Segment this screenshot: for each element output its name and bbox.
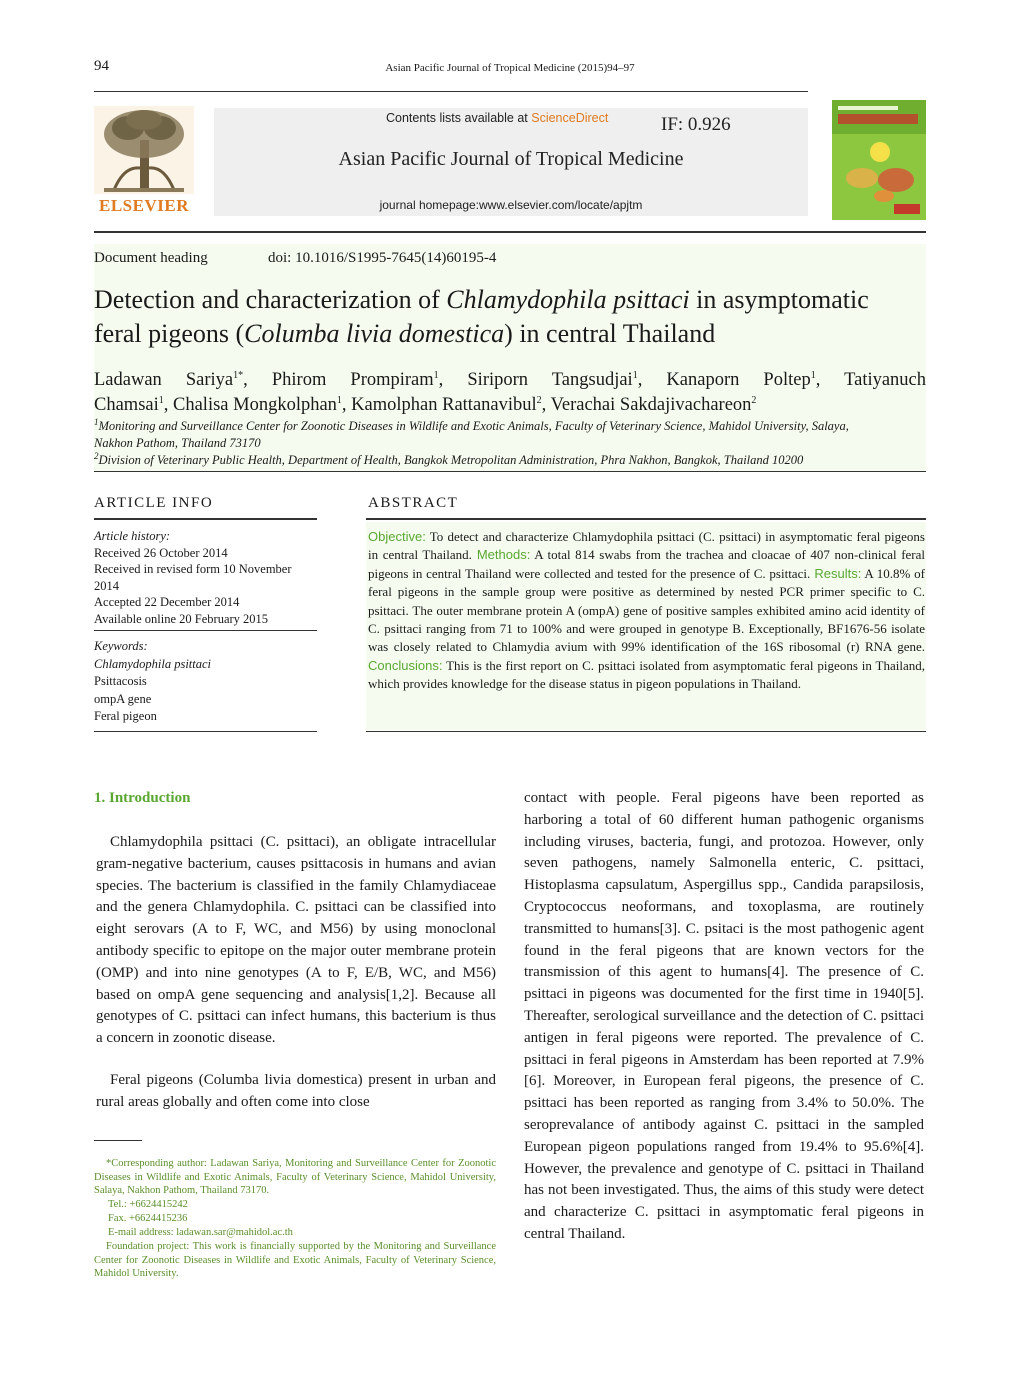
title-text: Detection and characterization of [94,285,447,314]
article-history [94,528,317,627]
elsevier-logo[interactable] [94,106,194,216]
band-rule [94,471,926,472]
title-text: in asymptomatic [689,285,869,314]
title-text: feral pigeons ( [94,319,245,348]
conclusions-label: Conclusions: [368,657,443,673]
info-bottom-rule [94,731,317,732]
keywords-rule [94,630,317,631]
corresponding-author-note: *Corresponding author: Ladawan Sariya, Monitoring and Surveillance Center for Zoonotic Diseases in Wildlife and Exotic Animals, Faculty of Veterinary Science, Mahidol University, Salaya, Nakhon Pathom, Thailand 73170. [94,1158,496,1197]
intro-paragraph-3: contact with people. Feral pigeons have been reported as harboring a total of 60 different human pathogenic organisms including viruses, bacteria, fungi, and protozoa. However, only seven pathogens, namely Salmonella enteric, C. psittaci, Histoplasma capsulatum, Aspergillus spp., Candida parapsilosis, Cryptococcus neoformans, and toxoplasma, are routinely transmitted to humans[3]. C. psitaci is the most pathogenic agent found in the feral pigeons that are known vectors for the transmission of this agent to humans[4]. The presence of C. psittaci in pigeons was documented for the first time in 1940[5]. Thereafter, serological surveillance and the detection of C. psittaci antigen in feral pigeons were reported. The prevalence of C. psittaci in feral pigeons in Amsterdam has been reported at 7.9%[6]. Moreover, in European feral pigeons, the presence of C. psittaci has been reported as ranging from 3.4% to 50.0%. The seroprevalance of antibody against C. psittaci in the sampled European pigeon populations ranged from 19.4% to 95.6%[4]. However, the prevalence and genotype of C. psittaci in Thailand has not been investigated. Thus, the aims of this study were detect and characterize C. psittaci in asymptomatic feral pigeons in central Thailand. [524,790,924,1242]
journal-homepage-link[interactable]: journal homepage:www.elsevier.com/locate/apjtm [379,198,643,212]
title-text: ) in central Thailand [504,319,716,348]
keyword-item: Psittacosis [94,674,147,688]
author-name: Chamsai$^1$, [94,395,169,416]
author-name: Verachai Sakdajivachareon$^2$ [550,395,757,416]
affiliation-2: $^2$Division of Veterinary Public Health, Department of Health, Bangkok Metropolitan Administration, Phra Nakhon, Bangkok, Thailand 10200 [94,451,804,468]
fax: Fax. +6624415236 [108,1213,188,1224]
title-species: Columba livia domestica [244,319,505,348]
telephone: Tel.: +6624415242 [108,1199,188,1210]
document-heading: Document heading [94,250,208,266]
article-info-rule [94,518,317,520]
author-name: Siriporn Tangsudjai$^1$, [467,370,643,391]
journal-masthead [214,108,808,216]
objective-label: Objective: [368,529,426,544]
keyword-item: Feral pigeon [94,709,157,723]
contents-prefix: Contents lists available at [386,111,528,125]
author-name: Ladawan Sariya$^{1*}$, [94,370,248,391]
journal-cover-image[interactable] [832,100,926,220]
abstract-bottom-rule [366,731,926,732]
keywords-label: Keywords: [94,639,148,653]
intro-heading: 1. Introduction [94,790,191,806]
methods-label: Methods: [471,547,531,563]
methods-text: A total 814 swabs from the trachea and cloacae of 407 non-clinical feral pigeons in central Thailand were collected and tested for the presence of C. psittaci. [368,547,925,581]
affiliation-1: $^1$Monitoring and Surveillance Center for Zoonotic Diseases in Wildlife and Exotic Animals, Faculty of Veterinary Science, Mahidol University, Salaya, Nakhon Pathom, Thailand 73170 [94,417,849,451]
author-name: Chalisa Mongkolphan$^1$, [173,395,347,416]
history-label: Article history: [94,529,171,543]
tree-icon [94,106,194,194]
keywords [94,638,317,726]
abstract-text [368,528,925,694]
keyword-item: Chlamydophila psittaci [94,656,212,671]
author-name: Kanaporn Poltep$^1$, [666,370,821,391]
article-title [94,283,926,351]
sciencedirect-link[interactable]: ScienceDirect [531,111,609,125]
history-item: Available online 20 February 2015 [94,611,269,626]
author-name: Phirom Prompiram$^1$, [271,370,444,391]
email-address[interactable]: E-mail address: ladawan.sar@mahidol.ac.th [108,1227,293,1238]
results-text: A 10.8% of feral pigeons in the sample group were positive as determined by nested PCR primer specific to C. psittaci. The outer membrane protein A (ompA) gene of positive samples exhibited amino acid identity of C. psittaci ranging from 71 to 100% and were grouped in genotype B. Exceptionally, BF1676-56 isolate was closely related to Chlamydia avium with 99% identification of the 16S ribosomal (r) RNA gene. [368,565,925,655]
page-number: 94 [94,58,109,74]
objective-text: To detect and characterize Chlamydophila psittaci (C. psittaci) in asymptomatic feral pigeons in central Thailand. [368,529,925,563]
journal-title: Asian Pacific Journal of Tropical Medicine [338,148,684,170]
cover-art-icon [832,100,926,220]
contents-line [386,111,608,125]
author-name: Kamolphan Rattanavibul$^2$, [351,395,547,416]
conclusions-text: This is the first report on C. psittaci isolated from asymptomatic feral pigeons in Thailand, which provides knowledge for the disease status in pigeon populations in Thailand. [368,657,925,692]
title-species: Chlamydophila psittaci [446,285,690,314]
top-rule [94,91,808,92]
publisher-name: ELSEVIER [99,196,189,215]
intro-paragraph-1: Chlamydophila psittaci (C. psittaci), an obligate intracellular gram-negative bacterium, causes psittacosis in humans and avian species. The bacterium is classified in the family Chlamydiaceae and the genera Chlamydophila. C. psittaci can be classified into eight serovars (A to F, WC, and M56) by using monoclonal antibody specific to epitope on the major outer membrane protein (OMP) and into nine genotypes (A to F, E/B, WC, and M56) based on ompA gene sequencing and analysis[1,2]. Because all genotypes of C. psittaci can infect humans, this bacterium is thus a concern in zoonotic disease. [96,834,496,1047]
author-name: Tatiyanuch [844,370,927,391]
history-item: Received 26 October 2014 [94,545,228,560]
abstract-heading: ABSTRACT [368,495,459,511]
abstract-rule [366,518,926,520]
doi-link[interactable]: doi: 10.1016/S1995-7645(14)60195-4 [268,250,497,266]
impact-factor: IF: 0.926 [661,114,731,135]
article-info-heading: ARTICLE INFO [94,495,214,511]
results-label: Results: [810,565,862,581]
footnote-rule [94,1140,142,1141]
history-item: Received in revised form 10 November 2014 [94,562,292,593]
keyword-item: ompA gene [94,691,152,706]
intro-paragraph-2: Feral pigeons (Columba livia domestica) present in urban and rural areas globally and often come into close [96,1072,496,1110]
history-item: Accepted 22 December 2014 [94,595,240,609]
running-title: Asian Pacific Journal of Tropical Medicine (2015)94–97 [385,62,635,74]
masthead-rule [94,231,926,233]
funding-note: Foundation project: This work is financially supported by the Monitoring and Surveillance Center for Zoonotic Diseases in Wildlife and Exotic Animals, Faculty of Veterinary Science, Mahidol University. [94,1241,496,1280]
